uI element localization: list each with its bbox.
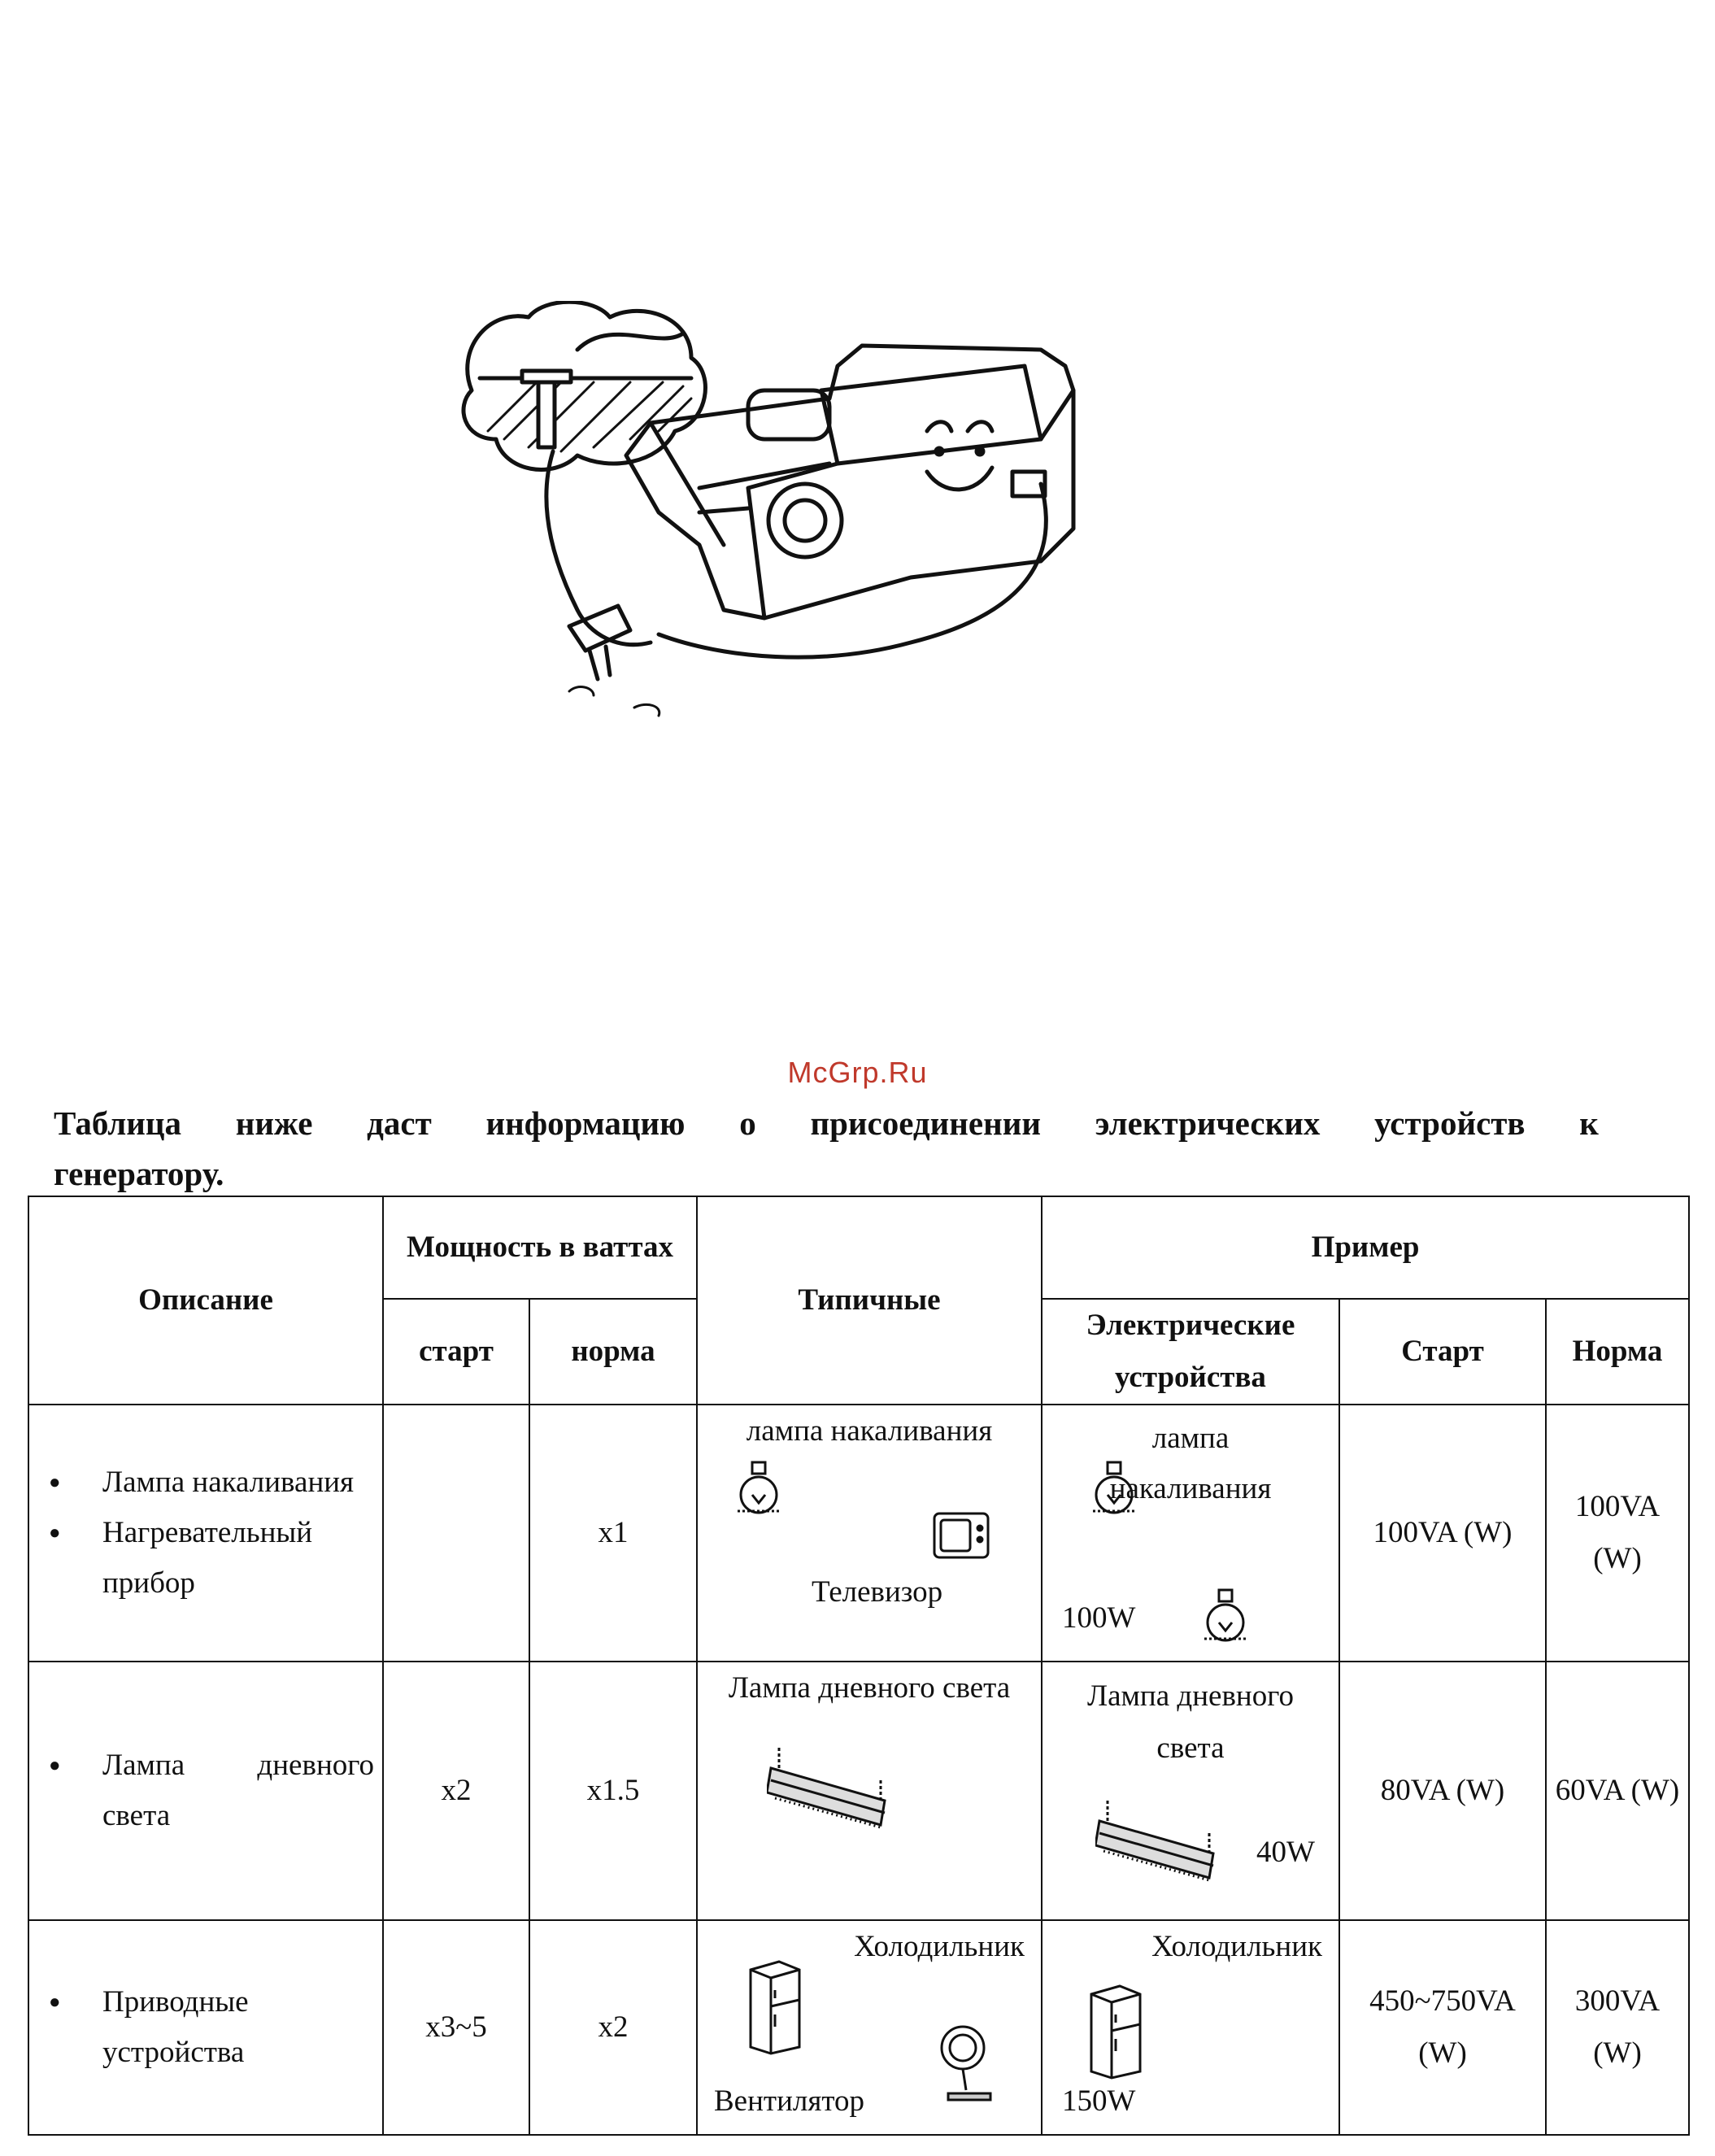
tv-icon	[929, 1507, 995, 1564]
header-start: старт	[383, 1299, 529, 1405]
refrigerator-icon	[742, 1958, 807, 2055]
example-device-cell: лампа накаливания 100W	[1042, 1405, 1339, 1662]
fluorescent-lamp-icon	[767, 1740, 897, 1845]
example-norm-value: 300VA (W)	[1546, 1920, 1689, 2135]
row-description	[28, 1405, 383, 1662]
start-value	[383, 1405, 529, 1662]
example-norm-value: 100VA (W)	[1546, 1405, 1689, 1662]
start-value: x3~5	[383, 1920, 529, 2135]
refrigerator-icon	[1083, 1982, 1148, 2080]
example-start-value: 80VA (W)	[1339, 1662, 1546, 1920]
header-description: Описание	[28, 1196, 383, 1405]
list-item: ● Приводные устройства	[37, 1977, 374, 2078]
bulb-icon	[1201, 1588, 1250, 1653]
header-ex-start: Старт	[1339, 1299, 1546, 1405]
watermark: McGrp.Ru	[787, 1056, 928, 1089]
generator-grounding-illustration	[455, 301, 1122, 740]
header-ex-norm: Норма	[1546, 1299, 1689, 1405]
bulb-icon	[1090, 1461, 1138, 1526]
row-description	[28, 1920, 383, 2135]
norm-value: x2	[529, 1920, 697, 2135]
example-device-cell: Лампа дневного света 40W	[1042, 1662, 1339, 1920]
power-table	[28, 1196, 1690, 2136]
typical-cell: Лампа дневного света	[697, 1662, 1042, 1920]
example-start-value: 100VA (W)	[1339, 1405, 1546, 1662]
row-description	[28, 1662, 383, 1920]
table-row	[28, 1405, 1689, 1662]
intro-paragraph: Таблица ниже даст информацию о присоединении электрических устройств к генератору.	[54, 1104, 1599, 1192]
fan-icon	[934, 2019, 999, 2108]
norm-value: x1	[529, 1405, 697, 1662]
cloud-bubble	[464, 302, 705, 469]
list-item: ● Лампа накаливания	[37, 1457, 374, 1508]
example-device-cell: Холодильник 150W	[1042, 1920, 1339, 2135]
fluorescent-lamp-icon	[1095, 1792, 1225, 1898]
table-row	[28, 1920, 1689, 2135]
header-norm: норма	[529, 1299, 697, 1405]
typical-cell: Холодильник Вентилятор	[697, 1920, 1042, 2135]
header-example: Пример	[1042, 1196, 1689, 1299]
table-row	[28, 1662, 1689, 1920]
header-wattage: Мощность в ваттах	[383, 1196, 697, 1299]
example-start-value: 450~750VA (W)	[1339, 1920, 1546, 2135]
norm-value: x1.5	[529, 1662, 697, 1920]
start-value: x2	[383, 1662, 529, 1920]
header-typical: Типичные	[697, 1196, 1042, 1405]
header-devices: Электрические устройства	[1042, 1299, 1339, 1405]
generator-icon	[626, 346, 1073, 657]
list-item: ● Нагревательный прибор	[37, 1508, 374, 1609]
list-item: ● Лампа дневного света	[37, 1740, 374, 1841]
typical-cell: лампа накаливания Телевизор	[697, 1405, 1042, 1662]
example-norm-value: 60VA (W)	[1546, 1662, 1689, 1920]
bulb-icon	[734, 1461, 783, 1526]
